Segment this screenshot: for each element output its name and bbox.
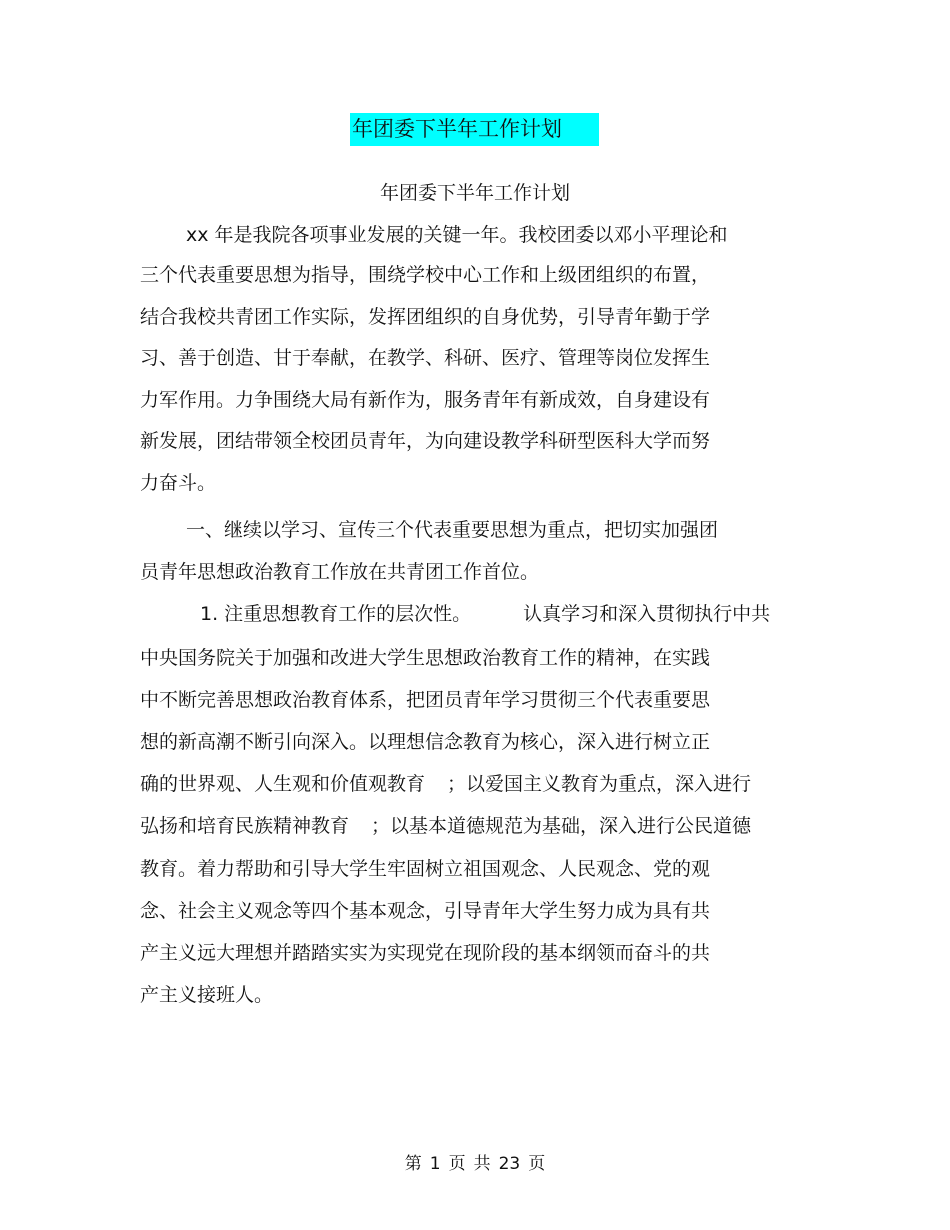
document-subtitle: 年团委下半年工作计划 [379,182,570,204]
paragraph-line [140,770,751,798]
footer-word: 页 [448,1154,466,1174]
footer-suffix: 页 [528,1154,546,1174]
total-page-count: 23 [498,1154,521,1174]
paragraph-line: 教育。着力帮助和引导大学生牢固树立祖国观念、人民观念、党的观 [140,858,711,880]
section-heading-line: 一、继续以学习、宣传三个代表重要思想为重点，把切实加强团 [186,519,719,541]
footer-word: 共 [473,1154,491,1174]
paragraph-line: 想的新高潮不断引向深入。以理想信念教育为核心，深入进行树立正 [140,731,711,753]
line-part: ；以基本道德规范为基础，深入进行公民道德 [371,815,752,837]
paragraph-line: 新发展，团结带领全校团员青年，为向建设教学科研型医科大学而努 [140,430,711,452]
line-part: 弘扬和培育民族精神教育 [140,815,350,837]
paragraph-line: 产主义接班人。 [140,984,274,1006]
footer-prefix: 第 [404,1154,422,1174]
current-page-number: 1 [429,1154,441,1174]
paragraph-line: 三个代表重要思想为指导，围绕学校中心工作和上级团组织的布置， [140,264,711,286]
paragraph-line: 力军作用。力争围绕大局有新作为，服务青年有新成效，自身建设有 [140,389,711,411]
paragraph-line: 力奋斗。 [140,472,217,494]
line-part: 确的世界观、人生观和价值观教育 [140,773,426,795]
paragraph-line: xx 年是我院各项事业发展的关键一年。我校团委以邓小平理论和 [186,224,728,246]
document-title: 年团委下半年工作计划 [350,113,599,146]
item-lead-rest: 认真学习和深入贯彻执行中共 [523,603,771,625]
paragraph-line: 中央国务院关于加强和改进大学生思想政治教育工作的精神，在实践 [140,647,711,669]
page-number-footer [0,1151,950,1177]
paragraph-line: 念、社会主义观念等四个基本观念，引导青年大学生努力成为具有共 [140,900,711,922]
section-heading-line: 员青年思想政治教育工作放在共青团工作首位。 [140,561,540,583]
paragraph-line: 中不断完善思想政治教育体系，把团员青年学习贯彻三个代表重要思 [140,689,711,711]
paragraph-line: 结合我校共青团工作实际，发挥团组织的自身优势，引导青年勤于学 [140,306,711,328]
paragraph-line: 产主义远大理想并踏踏实实为实现党在现阶段的基本纲领而奋斗的共 [140,942,711,964]
item-lead-line [200,600,770,628]
paragraph-line [140,812,751,840]
line-part: ；以爱国主义教育为重点，深入进行 [447,773,752,795]
item-lead: 1. 注重思想教育工作的层次性。 [200,603,472,625]
paragraph-line: 习、善于创造、甘于奉献，在教学、科研、医疗、管理等岗位发挥生 [140,347,711,369]
